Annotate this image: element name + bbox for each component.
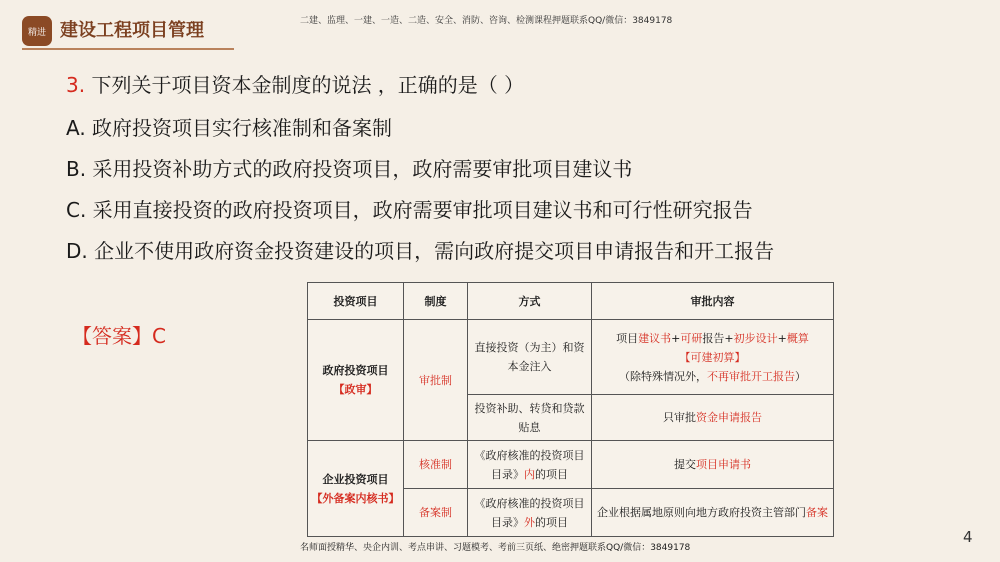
gov-project-cell: 政府投资项目 【政审】 [308, 320, 404, 441]
gov-system-cell: 审批制 [404, 320, 468, 441]
answer-label: 【答案】 [72, 324, 152, 348]
page-number: 4 [963, 528, 973, 546]
option-c: C. 采用直接投资的政府投资项目，政府需要审批项目建议书和可行性研究报告 [66, 198, 753, 222]
header-divider [22, 48, 234, 50]
option-a: A. 政府投资项目实行核准制和备案制 [66, 116, 393, 140]
ent-project-cell: 企业投资项目 【外备案内核书】 [308, 441, 404, 537]
ent-approval-content-cell: 提交项目申请书 [592, 441, 834, 489]
question-number: 3. [66, 73, 86, 97]
question-text: 下列关于项目资本金制度的说法 ，正确的是（ ） [91, 73, 525, 97]
header-method: 方式 [468, 283, 592, 320]
gov-subsidy-method-cell: 投资补助、转贷和贷款贴息 [468, 395, 592, 441]
ent-approval-method-cell: 《政府核准的投资项目目录》内的项目 [468, 441, 592, 489]
ent-filing-system-cell: 备案制 [404, 489, 468, 537]
gov-direct-method-cell: 直接投资（为主）和资本金注入 [468, 320, 592, 395]
header-system: 制度 [404, 283, 468, 320]
answer-value: C [152, 324, 166, 348]
header-investment-project: 投资项目 [308, 283, 404, 320]
header-approval-content: 审批内容 [592, 283, 834, 320]
ent-approval-system-cell: 核准制 [404, 441, 468, 489]
approval-system-table [307, 282, 834, 537]
bottom-contact-notice: 名师面授精华、央企内训、考点串讲、习题模考、考前三页纸、绝密押题联系QQ/微信：3849178 [300, 543, 691, 553]
option-b: B. 采用投资补助方式的政府投资项目，政府需要审批项目建议书 [66, 157, 633, 181]
ent-filing-method-cell: 《政府核准的投资项目目录》外的项目 [468, 489, 592, 537]
gov-direct-content-cell: 项目建议书+可研报告+初步设计+概算 【可建初算】 （除特殊情况外，不再审批开工报告） [592, 320, 834, 395]
gov-subsidy-content-cell: 只审批资金申请报告 [592, 395, 834, 441]
table-row [308, 320, 834, 395]
table-header-row [308, 283, 834, 320]
brand-logo: 精进 [22, 16, 52, 46]
answer [72, 320, 166, 349]
course-title: 建设工程项目管理 [60, 20, 204, 41]
table-row [308, 441, 834, 489]
ent-filing-content-cell: 企业根据属地原则向地方政府投资主管部门备案 [592, 489, 834, 537]
option-d: D. 企业不使用政府资金投资建设的项目，需向政府提交项目申请报告和开工报告 [66, 239, 775, 263]
question-stem [66, 72, 524, 98]
top-contact-notice: 二建、监理、一建、一造、二造、安全、消防、咨询、检测课程押题联系QQ/微信：3849178 [300, 16, 673, 26]
